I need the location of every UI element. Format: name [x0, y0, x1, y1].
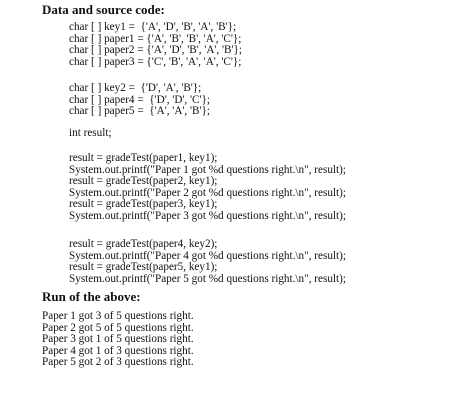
- code-line: System.out.printf("Paper 1 got %d questions right.\n", result);: [69, 163, 346, 176]
- code-line: System.out.printf("Paper 3 got %d questions right.\n", result);: [69, 209, 346, 222]
- program-output: [42, 311, 194, 369]
- code-block-arrays-key2: [69, 83, 210, 118]
- code-line: System.out.printf("Paper 2 got %d questions right.\n", result);: [69, 186, 346, 199]
- code-line: int result;: [69, 127, 112, 139]
- code-line: char [ ] paper4 = {'D', 'D', 'C'};: [69, 93, 210, 106]
- code-block-arrays-key1: [69, 22, 242, 68]
- code-line: result = gradeTest(paper2, key1);: [69, 175, 218, 188]
- code-line: result = gradeTest(paper4, key2);: [69, 238, 218, 250]
- code-line: char [ ] key2 = {'D', 'A', 'B'};: [69, 82, 202, 94]
- code-line: System.out.printf("Paper 5 got %d questions right.\n", result);: [69, 272, 346, 285]
- output-line: Paper 5 got 2 of 3 questions right.: [42, 356, 194, 369]
- output-line: Paper 1 got 3 of 5 questions right.: [42, 310, 194, 322]
- code-line: char [ ] paper2 = {'A', 'D', 'B', 'A', 'B'};: [69, 44, 242, 57]
- code-line: System.out.printf("Paper 4 got %d questions right.\n", result);: [69, 249, 346, 262]
- code-line: char [ ] key1 = {'A', 'D', 'B', 'A', 'B'};: [69, 21, 237, 33]
- code-line: char [ ] paper5 = {'A', 'A', 'B'};: [69, 105, 210, 118]
- output-line: Paper 3 got 1 of 5 questions right.: [42, 333, 194, 346]
- output-line: Paper 4 got 1 of 3 questions right.: [42, 344, 194, 357]
- code-block-grade-key2: [69, 239, 346, 285]
- code-line: result = gradeTest(paper3, key1);: [69, 198, 218, 211]
- code-line: char [ ] paper3 = {'C', 'B', 'A', 'A', 'C'};: [69, 55, 242, 68]
- code-block-declaration: [69, 128, 112, 140]
- code-line: char [ ] paper1 = {'A', 'B', 'B', 'A', 'C'};: [69, 32, 242, 45]
- source-heading: Data and source code:: [42, 2, 165, 17]
- output-line: Paper 2 got 5 of 5 questions right.: [42, 321, 194, 334]
- run-heading: Run of the above:: [42, 289, 141, 304]
- code-line: result = gradeTest(paper5, key1);: [69, 261, 218, 274]
- code-block-grade-key1: [69, 153, 346, 223]
- code-line: result = gradeTest(paper1, key1);: [69, 152, 218, 164]
